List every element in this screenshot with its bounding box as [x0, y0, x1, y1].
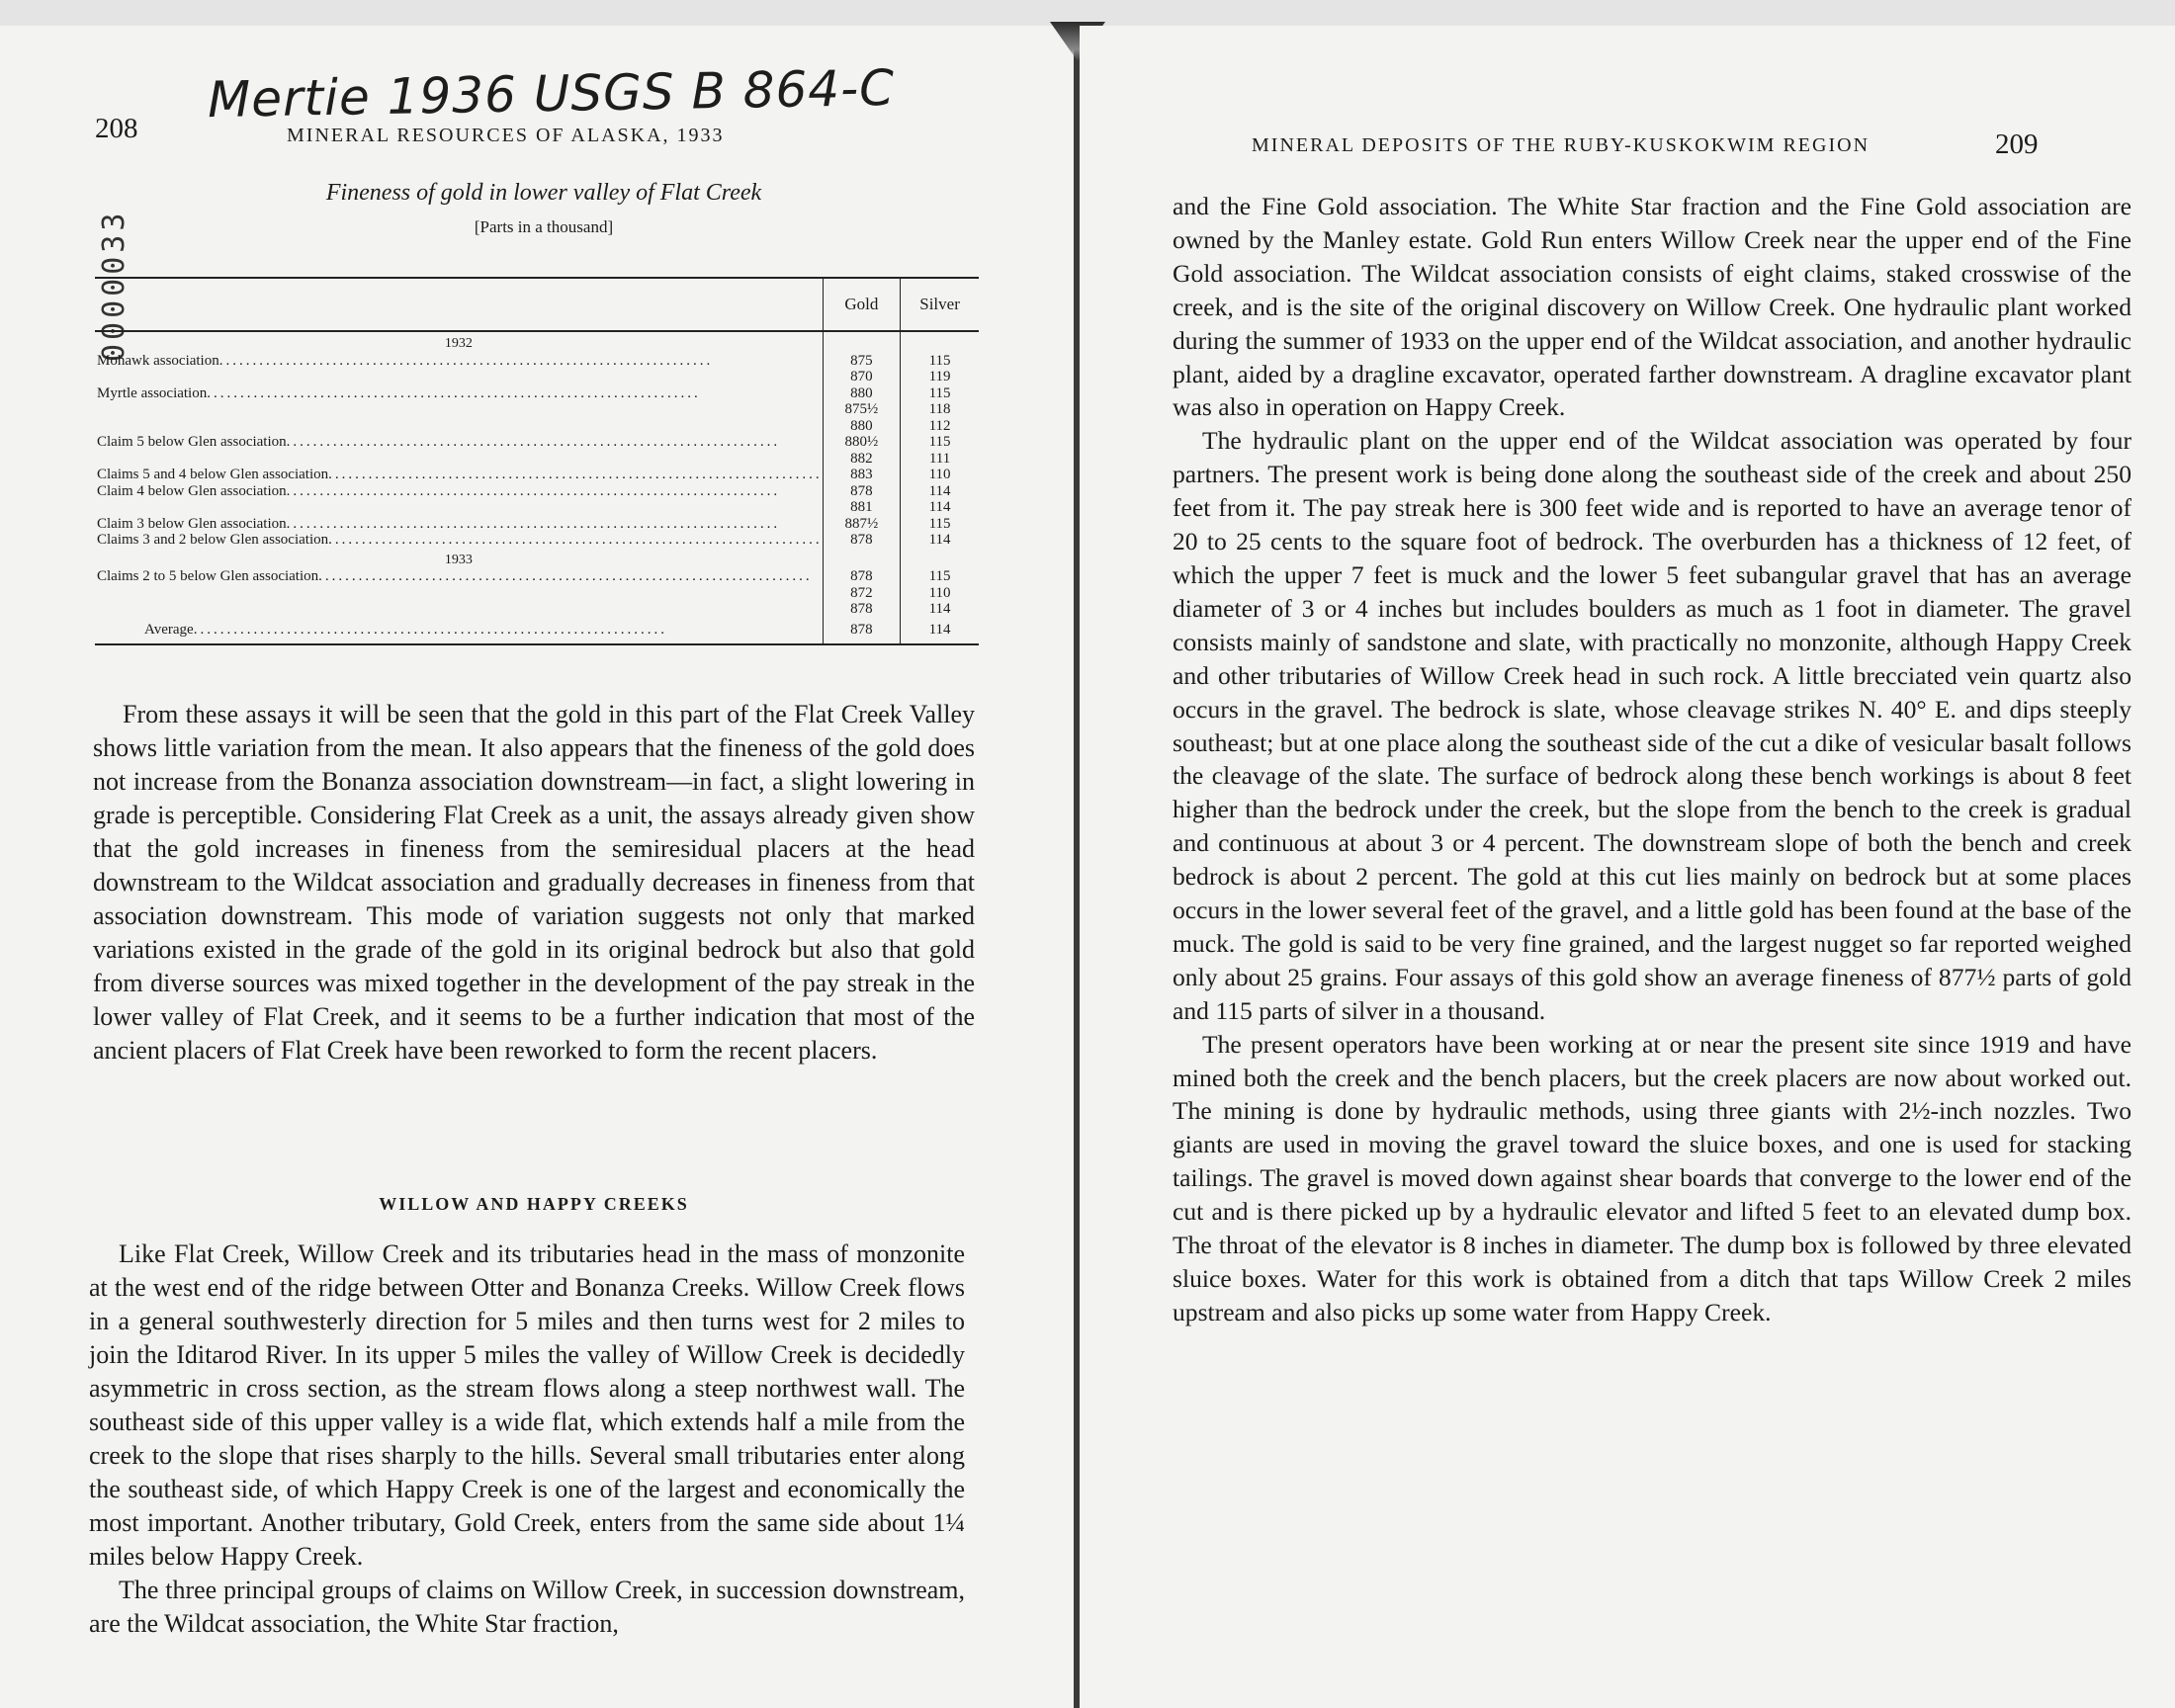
row-label: Mohawk association.......................................................................... — [97, 352, 714, 369]
table-row — [95, 568, 979, 618]
gold-value: 878 881 — [823, 483, 900, 516]
silver-value: 115 119 — [901, 353, 979, 385]
gold-value: 878 872 878 — [823, 568, 900, 618]
left-body — [93, 698, 975, 1068]
table-subtitle: [Parts in a thousand] — [474, 217, 614, 236]
right-body — [1173, 190, 2132, 1329]
table-row — [95, 532, 979, 549]
paragraph: The hydraulic plant on the upper end of the Wildcat association was operated by four partners. The present work is being done along the southeast side of the creek and about 250 feet from it. The pay streak here is 300 feet wide and is reported to have an average tenor of 20 to 25 cents to the square foot of bedrock. The overburden has a thickness of 12 feet, of which the upper 7 feet is muck and the lower 5 feet subangular gravel that has an average diameter of 3 or 4 inches but includes boulders as much as 1 foot in diameter. The gravel consists mainly of sandstone and slate, with practically no monzonite, although Happy Creek and other tributaries of Willow Creek head in such rock. A little brecciated vein quartz also occurs in the gravel. The bedrock is slate, whose cleavage strikes N. 40° E. and dips steeply southeast; but at one place along the southeast side of the cut a dike of vesicular basalt follows the cleavage of the slate. The surface of bedrock along these bench workings is about 8 feet higher than the bedrock under the creek, but the slope from the bench to the creek is gradual and continuous at about 3 or 4 percent. The downstream slope of both the bench and creek bedrock is about 2 percent. The gold at this cut lies mainly on bedrock but at some places occurs in the lower several feet of the gravel, and a little gold has been found at the base of the muck. The gold is said to be very fine grained, and the largest nugget so far reported weighed only about 25 grains. Four assays of this gold show an average fineness of 877½ parts of gold and 115 parts of silver in a thousand. — [1173, 426, 2132, 1025]
paragraph: The present operators have been working at or near the present site since 1919 and have mined both the creek and the bench placers, but the creek placers are now about worked out. The mining is done by hydraulic methods, using three giants with 2½-inch nozzles. Two giants are used in moving the gravel toward the sluice boxes, and one is used for stacking tailings. The gravel is moved down against shear boards that converge to the lower end of the cut and is there picked up by a hydraulic elevator and lifted 5 feet to an elevated dump box. The throat of the elevator is 8 inches in diameter. The dump box is followed by three elevated sluice boxes. Water for this work is obtained from a ditch that taps Willow Creek 2 miles upstream and also picks up some water from Happy Creek. — [1173, 1029, 2132, 1326]
year-label: 1932 — [444, 336, 473, 351]
table-row — [95, 467, 979, 483]
silver-value: 115 118 112 — [901, 385, 979, 435]
average-silver: 114 — [901, 618, 979, 645]
silver-value: 114 114 — [901, 483, 979, 516]
row-label: Claims 2 to 5 below Glen association.......................................................................... — [97, 568, 813, 584]
left-body-2 — [89, 1238, 965, 1641]
side-stamp: 0000033 — [97, 209, 131, 362]
paragraph: The three principal groups of claims on Willow Creek, in succession downstream, are the Wildcat association, the White Star fraction, — [89, 1576, 965, 1638]
gold-value: 880 875½ 880 — [823, 385, 900, 435]
silver-value: 110 — [901, 467, 979, 483]
running-head-left: MINERAL RESOURCES OF ALASKA, 1933 — [287, 125, 725, 146]
gold-value: 883 — [823, 467, 900, 483]
col-header-silver: Silver — [901, 278, 979, 331]
running-head-right: MINERAL DEPOSITS OF THE RUBY-KUSKOKWIM REGION — [1252, 134, 1870, 156]
average-gold: 878 — [823, 618, 900, 645]
paragraph: From these assays it will be seen that the gold in this part of the Flat Creek Valley shows little variation from the mean. It also appears that the fineness of the gold does not increase from the Bonanza association downstream—in fact, a slight lowering in grade is perceptible. Considering Flat Creek as a unit, the assays already given show that the gold increases in fineness from the semiresidual placers at the head downstream to the Wildcat association and gradually decreases in fineness from that association downstream. This mode of variation suggests not only that marked variations existed in the grade of the gold in its original bedrock but also that gold from diverse sources was mixed together in the development of the pay streak in the lower valley of Flat Creek, and it seems to be a further indication that most of the ancient placers of Flat Creek have been reworked to form the recent placers. — [93, 700, 975, 1065]
silver-value: 115 — [901, 516, 979, 533]
table-row — [95, 353, 979, 385]
row-label: Myrtle association.......................................................................... — [97, 384, 701, 401]
gold-value: 878 — [823, 532, 900, 549]
silver-value: 114 — [901, 532, 979, 549]
average-label: Average....................................................................... — [95, 618, 823, 645]
paragraph: and the Fine Gold association. The White Star fraction and the Fine Gold association are owned by the Manley estate. Gold Run enters Willow Creek near the upper end of the Fine Gold association. The Wildcat association consists of eight claims, staked crosswise of the creek, and is the site of the original discovery on Willow Creek. One hydraulic plant worked during the summer of 1933 on the upper end of the Wildcat association, and another hydraulic plant, aided by a dragline excavator, operated farther downstream. A dragline excavator plant was also in operation on Happy Creek. — [1173, 192, 2132, 422]
gold-value: 880½ 882 — [823, 434, 900, 467]
table-title: Fineness of gold in lower valley of Flat Creek — [325, 180, 762, 206]
row-label: Claims 5 and 4 below Glen association.......................................................................... — [97, 467, 823, 482]
section-heading: WILLOW AND HAPPY CREEKS — [379, 1194, 689, 1214]
fineness-table — [95, 277, 979, 645]
table-row — [95, 483, 979, 516]
row-label: Claims 3 and 2 below Glen association.......................................................................... — [97, 532, 823, 548]
row-label: Claim 3 below Glen association.......................................................................... — [97, 515, 781, 532]
silver-value: 115 110 114 — [901, 568, 979, 618]
average-row — [95, 618, 979, 645]
gold-value: 887½ — [823, 516, 900, 533]
right-page — [1080, 26, 2175, 1708]
left-page — [0, 26, 1076, 1708]
row-label: Claim 5 below Glen association.......................................................................... — [97, 434, 781, 450]
page-number-right: 209 — [1995, 128, 2039, 160]
row-label: Claim 4 below Glen association.......................................................................... — [97, 482, 781, 499]
page-number-left: 208 — [95, 113, 138, 144]
col-header-gold: Gold — [823, 278, 900, 331]
paragraph: Like Flat Creek, Willow Creek and its tributaries head in the mass of monzonite at the west end of the ridge between Otter and Bonanza Creeks. Willow Creek flows in a general southwesterly direction for 5 miles and then turns west for 2 miles to join the Iditarod River. In its upper 5 miles the valley of Willow Creek is decidedly asymmetric in cross section, as the stream flows along a steep northwest wall. The southeast side of this upper valley is a wide flat, which extends half a mile from the creek to the slope that rises sharply to the hills. Several small tributaries enter along the southeast side, of which Happy Creek is one of the largest and economically the most important. Another tributary, Gold Creek, enters from the same side about 1¼ miles below Happy Creek. — [89, 1239, 965, 1571]
table-row — [95, 385, 979, 435]
table-row — [95, 434, 979, 467]
handwritten-note: Mertie 1936 USGS B 864-C — [207, 58, 896, 129]
silver-value: 115 111 — [901, 434, 979, 467]
year-label: 1933 — [444, 552, 473, 567]
table-row — [95, 516, 979, 533]
gold-value: 875 870 — [823, 353, 900, 385]
